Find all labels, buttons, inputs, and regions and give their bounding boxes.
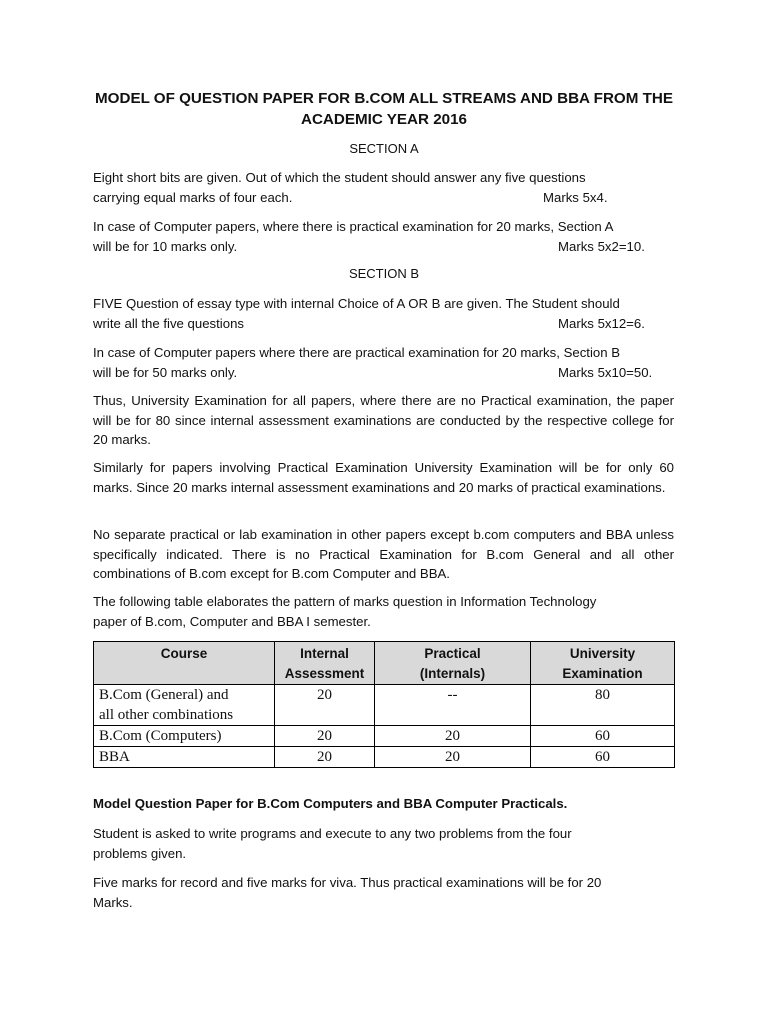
header-course [94, 642, 275, 685]
section-b-paragraph-1 [93, 294, 674, 333]
marks-label: Marks 5x4. [543, 189, 608, 205]
text-fragment: will be for 50 marks only. [93, 364, 238, 380]
section-a-paragraph-2 [93, 217, 674, 256]
text-line [93, 314, 674, 334]
practicals-heading: Model Question Paper for B.Com Computers and BBA Computer Practicals. [93, 796, 568, 811]
text-line: FIVE Question of essay type with internal Choice of A OR B are given. The Student should [93, 296, 620, 311]
header-text: University [569, 646, 636, 661]
cell-university: 80 [531, 685, 675, 726]
cell-course: B.Com (Computers) [94, 726, 275, 747]
title-line-2: ACADEMIC YEAR 2016 [301, 111, 467, 128]
text-fragment: write all the five questions [93, 315, 244, 331]
title-line-1: MODEL OF QUESTION PAPER FOR B.COM ALL STREAMS AND BBA FROM THE [95, 90, 673, 107]
section-a-paragraph-1 [93, 168, 674, 207]
header-internal-assessment [275, 642, 375, 685]
section-b-paragraph-2 [93, 343, 674, 382]
paragraph-similarly: Similarly for papers involving Practical Examination University Examination will be for only 60 marks. Since 20 marks internal assessment examinations and 20 marks of practical examinations. [93, 460, 674, 495]
paragraph-no-separate-practical: No separate practical or lab examination in other papers except b.com computers and BBA unless specifically indicated. There is no Practical Examination for B.com General and all other combinations of B.com except for B.com Computer and BBA. [93, 527, 674, 581]
cell-university: 60 [531, 747, 675, 768]
practicals-paragraph-1 [93, 824, 674, 863]
text-line: problems given. [93, 845, 187, 861]
table-row [94, 685, 675, 726]
section-a-heading: SECTION A [349, 141, 419, 156]
text-fragment: will be for 10 marks only. [93, 238, 238, 254]
marks-label: Marks 5x10=50. [558, 364, 653, 380]
cell-university: 60 [531, 726, 675, 747]
text-line: paper of B.com, Computer and BBA I semester. [93, 613, 371, 629]
header-text: Examination [562, 666, 643, 681]
text-line [93, 188, 674, 208]
marks-label: Marks 5x12=6. [558, 315, 645, 331]
text-line: In case of Computer papers where there are practical examination for 20 marks, Section B [93, 345, 621, 360]
header-text: Internal [300, 646, 349, 661]
text-line: Five marks for record and five marks for viva. Thus practical examinations will be for 20 [93, 875, 602, 890]
cell-course [94, 685, 275, 726]
cell-practical: 20 [375, 726, 531, 747]
cell-course: BBA [94, 747, 275, 768]
header-text: Course [160, 646, 208, 661]
section-b-heading: SECTION B [348, 266, 420, 281]
header-text: (Internals) [419, 666, 486, 681]
cell-text: all other combinations [99, 707, 234, 723]
table-header-row [94, 642, 675, 685]
text-fragment: carrying equal marks of four each. [93, 189, 293, 205]
cell-text: B.Com (General) and [99, 687, 229, 703]
table-row [94, 726, 675, 747]
header-text: Assessment [284, 666, 365, 681]
header-practical [375, 642, 531, 685]
cell-internal: 20 [275, 685, 375, 726]
text-line: Marks. [93, 894, 133, 910]
paragraph-table-intro [93, 592, 674, 631]
marks-table [93, 641, 675, 768]
text-line [93, 237, 674, 257]
text-line [93, 363, 674, 383]
text-line: Student is asked to write programs and execute to any two problems from the four [93, 826, 572, 841]
text-line: Eight short bits are given. Out of which the student should answer any five questions [93, 170, 586, 185]
paragraph-thus: Thus, University Examination for all papers, where there are no Practical examination, the paper will be for 80 since internal assessment examinations are conducted by the respective college for 20 marks. [93, 393, 674, 447]
practicals-paragraph-2 [93, 873, 674, 912]
text-line: In case of Computer papers, where there is practical examination for 20 marks, Section A [93, 219, 614, 234]
header-text: Practical [424, 646, 481, 661]
cell-practical: -- [375, 685, 531, 726]
cell-internal: 20 [275, 747, 375, 768]
text-line: The following table elaborates the pattern of marks question in Information Technology [93, 594, 597, 609]
page-title [60, 88, 708, 130]
cell-internal: 20 [275, 726, 375, 747]
table-row [94, 747, 675, 768]
cell-practical: 20 [375, 747, 531, 768]
marks-label: Marks 5x2=10. [558, 238, 645, 254]
header-university-examination [531, 642, 675, 685]
